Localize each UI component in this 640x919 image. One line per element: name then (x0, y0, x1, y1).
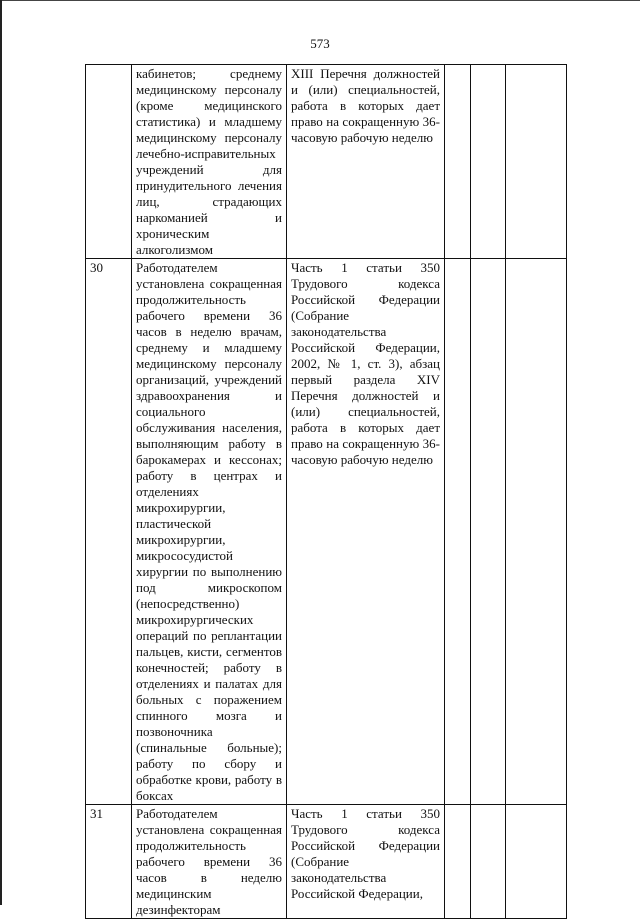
requirement-text: Работодателем установлена сокращенная продолжительность рабочего времени 36 часов в неделю врачам, среднему и младшему медицинскому персоналу организаций, учреждений здравоохранения и социального обслуживания населения, выполняющим работу в барокамерах и кессонах; работу в центрах и отделениях микрохирургии, пластической микрохирургии, микрососудистой хирургии по выполнению под микроскопом (непосредственно) микрохирургических операций по реплантации пальцев, кисти, сегментов конечностей; работу в отделениях и палатах для больных с поражением спинного мозга и позвоночника (спинальные больные); работу по сбору и обработке крови, работу в боксах (132, 259, 287, 805)
page-number: 573 (310, 36, 330, 51)
empty-cell (445, 65, 471, 259)
table-row (86, 805, 567, 919)
legal-reference: XIII Перечня должностей и (или) специальностей, работа в которых дает право на сокращенную 36-часовую рабочую неделю (287, 65, 445, 259)
empty-cell (471, 259, 506, 805)
row-number (86, 65, 132, 259)
table-row (86, 259, 567, 805)
legal-reference: Часть 1 статьи 350 Трудового кодекса Российской Федерации (Собрание законодательства Российской Федерации, (287, 805, 445, 919)
row-number: 30 (86, 259, 132, 805)
empty-cell (471, 805, 506, 919)
empty-cell (471, 65, 506, 259)
requirement-text: кабинетов; среднему медицинскому персоналу (кроме медицинского статистика) и младшему медицинскому персоналу лечебно-исправительных учреждений для принудительного лечения лиц, страдающих наркоманией и хроническим алкоголизмом (132, 65, 287, 259)
empty-cell (506, 65, 567, 259)
scan-edge-top (0, 0, 640, 1)
requirement-text: Работодателем установлена сокращенная продолжительность рабочего времени 36 часов в неделю медицинским дезинфекторам (132, 805, 287, 919)
empty-cell (445, 805, 471, 919)
scan-edge-left (0, 0, 2, 905)
empty-cell (506, 805, 567, 919)
table-row (86, 65, 567, 259)
empty-cell (445, 259, 471, 805)
row-number: 31 (86, 805, 132, 919)
requirements-table (85, 64, 567, 919)
legal-reference: Часть 1 статьи 350 Трудового кодекса Российской Федерации (Собрание законодательства Российской Федерации, 2002, № 1, ст. 3), абзац первый раздела XIV Перечня должностей и (или) специальностей, работа в которых дает право на сокращенную 36-часовую рабочую неделю (287, 259, 445, 805)
empty-cell (506, 259, 567, 805)
